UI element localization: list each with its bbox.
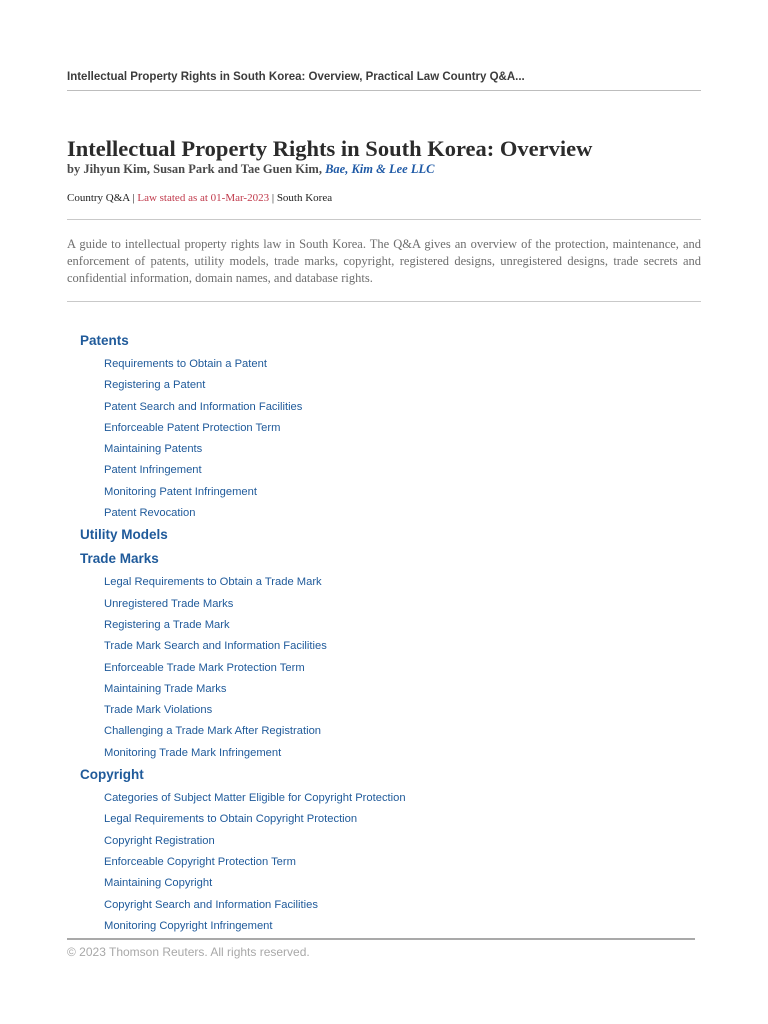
toc-subsection-link[interactable]: Registering a Patent	[104, 379, 206, 392]
toc-subsection-link[interactable]: Copyright Search and Information Facilities	[104, 898, 318, 911]
byline-authors: by Jihyun Kim, Susan Park and Tae Guen Kim,	[67, 162, 326, 176]
meta-separator: |	[269, 192, 277, 204]
byline	[67, 162, 707, 177]
toc-subsection-link[interactable]: Monitoring Patent Infringement	[104, 485, 257, 498]
toc-subsection-link[interactable]: Monitoring Copyright Infringement	[104, 919, 273, 932]
toc-subsection-link[interactable]: Categories of Subject Matter Eligible for Copyright Protection	[104, 792, 406, 805]
toc-subsection-link[interactable]: Patent Revocation	[104, 507, 196, 520]
toc-subsection-link[interactable]: Enforceable Patent Protection Term	[104, 421, 281, 434]
toc-section-link[interactable]: Utility Models	[80, 527, 168, 543]
article-title: Intellectual Property Rights in South Korea: Overview	[67, 136, 593, 161]
abstract-divider	[67, 301, 701, 302]
toc-subsection-link[interactable]: Requirements to Obtain a Patent	[104, 358, 267, 370]
toc-subsection-link[interactable]: Trade Mark Search and Information Facilities	[104, 640, 327, 653]
toc-section-link[interactable]: Trade Marks	[80, 551, 159, 567]
meta-divider	[67, 219, 701, 220]
law-stated-date: Law stated as at 01-Mar-2023	[137, 192, 270, 204]
toc-subsection-link[interactable]: Maintaining Copyright	[104, 877, 213, 890]
toc-subsection-link[interactable]: Maintaining Patents	[104, 443, 203, 456]
table-of-contents	[80, 330, 700, 937]
toc-subsection-link[interactable]: Enforceable Trade Mark Protection Term	[104, 661, 305, 674]
meta-separator: |	[129, 192, 138, 204]
toc-subsection-link[interactable]: Legal Requirements to Obtain Copyright Protection	[104, 813, 358, 826]
toc-subsection-link[interactable]: Maintaining Trade Marks	[104, 682, 227, 695]
toc-subsection-link[interactable]: Challenging a Trade Mark After Registration	[104, 725, 322, 738]
running-header-title: Intellectual Property Rights in South Korea: Overview, Practical Law Country Q&A...	[67, 71, 525, 83]
toc-subsection-link[interactable]: Monitoring Trade Mark Infringement	[104, 746, 282, 759]
toc-section-link[interactable]: Patents	[80, 333, 129, 348]
copyright-notice: © 2023 Thomson Reuters. All rights reserved.	[67, 945, 310, 959]
footer-divider	[67, 938, 695, 940]
toc-subsection-link[interactable]: Patent Search and Information Facilities	[104, 400, 303, 413]
toc-subsection-link[interactable]: Enforceable Copyright Protection Term	[104, 855, 296, 868]
toc-subsection-link[interactable]: Trade Mark Violations	[104, 704, 213, 717]
toc-subsection-link[interactable]: Copyright Registration	[104, 834, 215, 847]
toc-subsection-link[interactable]: Patent Infringement	[104, 464, 202, 477]
law-firm-link[interactable]: Bae, Kim & Lee LLC	[325, 162, 435, 176]
toc-subsection-link[interactable]: Unregistered Trade Marks	[104, 597, 234, 610]
abstract: A guide to intellectual property rights law in South Korea. The Q&A gives an overview of the protection, maintenance, and enforcement of patents, utility models, trade marks, copyright, registered designs, unregistered designs, trade secrets and confidential information, domain names, and database rights.	[67, 237, 701, 285]
toc-section-link[interactable]: Copyright	[80, 767, 144, 783]
article-meta	[67, 192, 707, 204]
resource-type: Country Q&A	[67, 192, 130, 204]
header-divider	[67, 90, 701, 91]
toc-subsection-link[interactable]: Legal Requirements to Obtain a Trade Mark	[104, 576, 322, 589]
toc-subsection-link[interactable]: Registering a Trade Mark	[104, 618, 230, 631]
jurisdiction: South Korea	[276, 192, 333, 204]
